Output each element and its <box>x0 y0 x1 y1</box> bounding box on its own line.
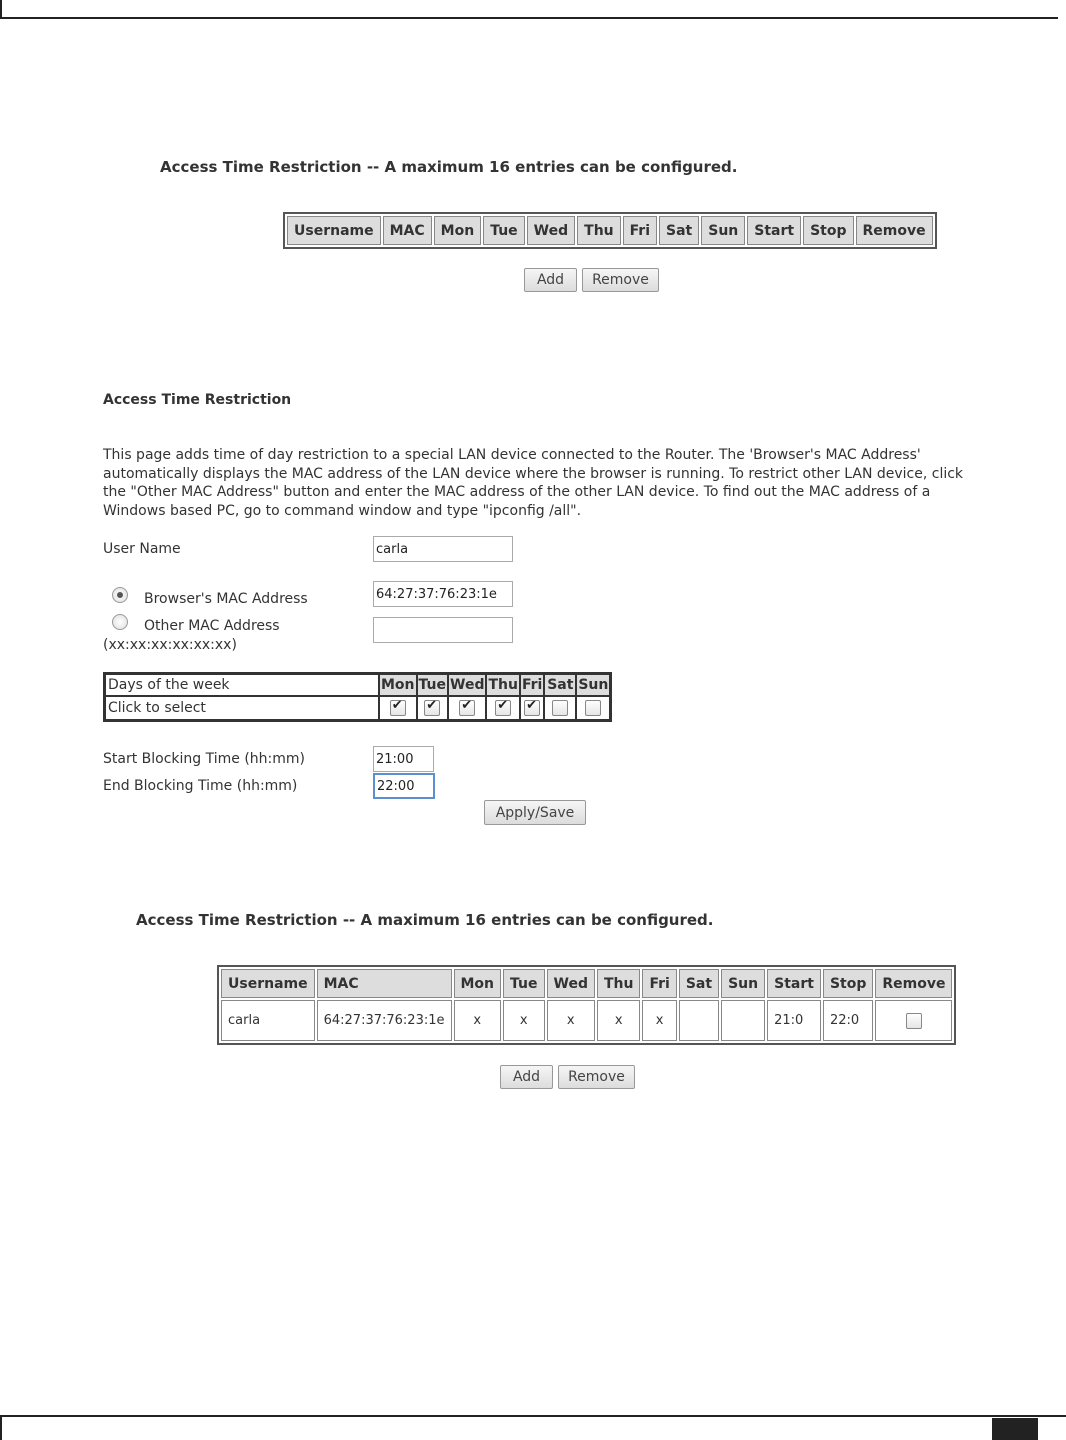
section1-table <box>283 212 937 249</box>
page-number-box <box>992 1418 1038 1440</box>
col-wed: Wed <box>527 216 575 245</box>
day-header-fri: Fri <box>520 674 544 696</box>
col-fri: Fri <box>642 969 676 998</box>
col-fri: Fri <box>623 216 657 245</box>
col-sat: Sat <box>679 969 719 998</box>
col-mac: MAC <box>317 969 452 998</box>
cell-sat <box>679 1000 719 1041</box>
col-remove: Remove <box>875 969 952 998</box>
click-to-select-label: Click to select <box>105 696 379 720</box>
col-tue: Tue <box>503 969 544 998</box>
other-mac-format-hint: (xx:xx:xx:xx:xx:xx) <box>103 637 237 653</box>
browser-mac-label: Browser's MAC Address <box>144 591 308 607</box>
form-description: This page adds time of day restriction to a special LAN device connected to the Router. The 'Browser's MAC Address' automatically displays the MAC address of the LAN device where the browser is running. To restrict other LAN device, click the "Other MAC Address" button and enter the MAC address of the other LAN device. To find out the MAC address of a Windows based PC, go to command window and type "ipconfig /all". <box>103 447 964 519</box>
other-mac-input[interactable] <box>373 617 513 643</box>
col-wed: Wed <box>547 969 595 998</box>
cell-thu: x <box>597 1000 640 1041</box>
col-thu: Thu <box>597 969 640 998</box>
section1-remove-button[interactable]: Remove <box>582 268 659 292</box>
col-sun: Sun <box>701 216 745 245</box>
section2-heading: Access Time Restriction -- A maximum 16 entries can be configured. <box>136 911 714 929</box>
cell-wed: x <box>547 1000 595 1041</box>
col-tue: Tue <box>483 216 524 245</box>
col-username: Username <box>221 969 315 998</box>
cell-sun <box>721 1000 765 1041</box>
days-label: Days of the week <box>105 674 379 696</box>
day-checkbox-tue[interactable] <box>424 700 440 716</box>
other-mac-radio[interactable] <box>112 614 128 630</box>
col-mon: Mon <box>454 969 502 998</box>
user-name-input[interactable] <box>373 536 513 562</box>
end-time-label: End Blocking Time (hh:mm) <box>103 778 298 794</box>
day-header-sat: Sat <box>544 674 576 696</box>
user-name-label: User Name <box>103 541 181 557</box>
browser-mac-input[interactable] <box>373 581 513 607</box>
section1-heading: Access Time Restriction -- A maximum 16 entries can be configured. <box>160 158 738 176</box>
day-checkbox-wed[interactable] <box>459 700 475 716</box>
apply-save-button[interactable]: Apply/Save <box>484 800 586 825</box>
cell-fri: x <box>642 1000 676 1041</box>
start-time-input[interactable] <box>373 746 434 772</box>
section2-table <box>217 965 956 1045</box>
section1-add-button[interactable]: Add <box>524 268 577 292</box>
page-top-border <box>0 0 1058 19</box>
remove-row-checkbox[interactable] <box>906 1013 922 1029</box>
col-sat: Sat <box>659 216 699 245</box>
cell-username: carla <box>221 1000 315 1041</box>
day-header-thu: Thu <box>486 674 519 696</box>
table-row <box>221 1000 952 1041</box>
day-header-mon: Mon <box>379 674 417 696</box>
page-bottom-border <box>0 1415 1066 1440</box>
day-checkbox-thu[interactable] <box>495 700 511 716</box>
col-mon: Mon <box>434 216 482 245</box>
day-checkbox-sun[interactable] <box>585 700 601 716</box>
cell-stop: 22:0 <box>823 1000 873 1041</box>
col-start: Start <box>767 969 821 998</box>
day-header-tue: Tue <box>417 674 448 696</box>
col-stop: Stop <box>803 216 853 245</box>
col-remove: Remove <box>856 216 933 245</box>
day-checkbox-mon[interactable] <box>390 700 406 716</box>
day-checkbox-fri[interactable] <box>524 700 540 716</box>
cell-start: 21:0 <box>767 1000 821 1041</box>
other-mac-label: Other MAC Address <box>144 618 280 634</box>
section2-add-button[interactable]: Add <box>500 1065 553 1089</box>
col-username: Username <box>287 216 381 245</box>
day-header-sun: Sun <box>576 674 610 696</box>
start-time-label: Start Blocking Time (hh:mm) <box>103 751 305 767</box>
col-sun: Sun <box>721 969 765 998</box>
col-stop: Stop <box>823 969 873 998</box>
section2-remove-button[interactable]: Remove <box>558 1065 635 1089</box>
form-title: Access Time Restriction <box>103 392 292 408</box>
col-start: Start <box>747 216 801 245</box>
end-time-input[interactable] <box>373 773 435 799</box>
col-thu: Thu <box>577 216 620 245</box>
browser-mac-radio[interactable] <box>112 587 128 603</box>
cell-mac: 64:27:37:76:23:1e <box>317 1000 452 1041</box>
day-header-wed: Wed <box>448 674 486 696</box>
col-mac: MAC <box>383 216 432 245</box>
cell-mon: x <box>454 1000 502 1041</box>
cell-tue: x <box>503 1000 544 1041</box>
days-of-week-table <box>103 672 612 722</box>
day-checkbox-sat[interactable] <box>552 700 568 716</box>
